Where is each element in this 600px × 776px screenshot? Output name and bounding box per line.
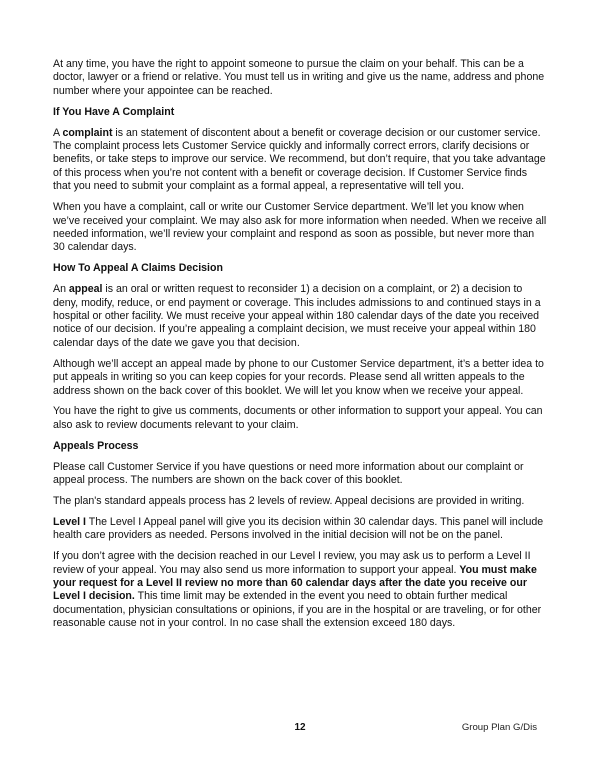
process-contact-paragraph: Please call Customer Service if you have questions or need more information about our complaint or appeal process. The numbers are shown on the back cover of this booklet. [53,460,524,487]
level-two-paragraph: If you don’t agree with the decision reached in our Level I review, you may ask us to perform a Level II review of your appeal. You may also send us more information to support your appeal. You must make your request for a Level II review no more than 60 calendar days after the date you receive our Level I decision. This time limit may be extended in the event you need to obtain further medical documentation, physician consultations or opinions, if you are in the hospital or are traveling, or for other reasonable cause not in your control. In no case shall the extension exceed 180 days. [53,550,542,630]
appeals-process-heading: Appeals Process [53,439,139,452]
level-one-paragraph: Level I The Level I Appeal panel will give you its decision within 30 calendar days. This panel will include health care providers as needed. Persons involved in the initial decision will not be on the panel. [53,515,544,542]
complaint-definition-paragraph: A complaint is an statement of discontent about a benefit or coverage decision or our customer service. The complaint process lets Customer Service quickly and informally correct errors, clarify decisions or benefits, or take steps to improve our service. We recommend, but don’t require, that you take advantage of this process when you’re not content with a benefit or coverage decision. If Customer Service finds that you need to submit your complaint as a formal appeal, a representative will tell you. [53,126,546,193]
plan-label: Group Plan G/Dis [461,722,537,733]
appeal-term: appeal [68,283,103,296]
page-number: 12 [294,722,306,733]
appeal-definition-paragraph: An appeal is an oral or written request to reconsider 1) a decision on a complaint, or 2) a decision to deny, modify, reduce, or end payment or coverage. This includes admissions to and continued stays in a hospital or other facility. We must receive your appeal within 180 calendar days of the date you received notice of our decision. If you’re appealing a complaint decision, we must receive your appeal within 180 calendar days of the date we gave you that decision. [53,283,541,349]
intro-paragraph: At any time, you have the right to appoint someone to pursue the claim on your behalf. This can be a doctor, lawyer or a friend or relative. You must tell us in writing and give us the name, address and phone number where your appointee can be reached. [53,58,545,97]
complaint-term: complaint [62,126,113,139]
appeal-writing-paragraph: Although we’ll accept an appeal made by phone to our Customer Service department, it’s a better idea to put appeals in writing so you can keep copies for your records. Please send all written appeals to the address shown on the back cover of this booklet. We will let you know when we receive your appeal. [53,357,544,397]
document-body [53,58,547,638]
appeal-heading: How To Appeal A Claims Decision [53,262,223,275]
process-levels-paragraph: The plan's standard appeals process has 2 levels of review. Appeal decisions are provided in writing. [53,494,525,507]
complaint-heading: If You Have A Complaint [53,105,175,118]
level-two-deadline: You must make your request for a Level II review no more than 60 calendar days after the date you receive our Level I decision. [53,563,537,603]
complaint-process-paragraph: When you have a complaint, call or write our Customer Service department. We’ll let you know when we’ve received your complaint. We may also ask for more information when needed. When we receive all needed information, we’ll review your complaint and respond as soon as possible, but never more than 30 calendar days. [53,201,547,254]
appeal-rights-paragraph: You have the right to give us comments, documents or other information to support your appeal. You can also ask to review documents relevant to your claim. [53,405,543,431]
level-one-label: Level I [53,515,86,528]
